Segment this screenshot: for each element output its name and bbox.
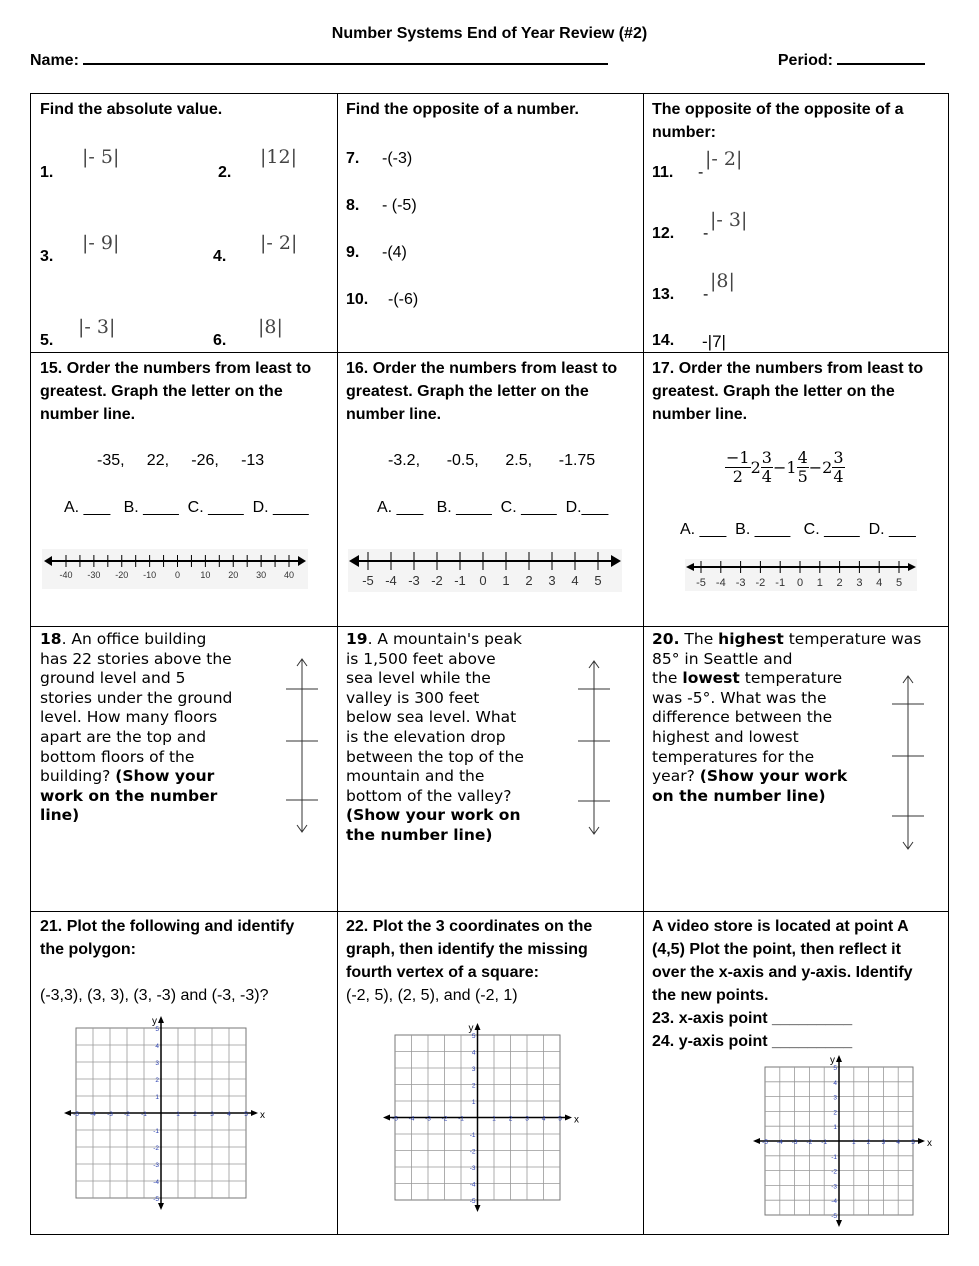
denominator: 4 bbox=[761, 467, 772, 486]
q21-section bbox=[40, 915, 332, 1230]
q20-line: difference between the bbox=[652, 708, 833, 727]
q20-vertical-number-line[interactable] bbox=[888, 673, 928, 853]
q4-number: 4. bbox=[213, 248, 227, 265]
q19-line: mountain and the bbox=[346, 767, 485, 786]
q19-line: sea level while the bbox=[346, 669, 491, 688]
number-line-tick-label: 4 bbox=[571, 573, 579, 588]
x-tick-label: 4 bbox=[541, 1115, 546, 1123]
number-line-tick-label: 0 bbox=[479, 573, 487, 588]
q16-heading-2: greatest. Graph the letter on the bbox=[346, 383, 589, 400]
right-arrow-icon bbox=[918, 1138, 925, 1144]
q17-section bbox=[652, 357, 944, 622]
x-tick-label: -3 bbox=[425, 1115, 431, 1123]
x-tick-label: 1 bbox=[851, 1139, 856, 1146]
q9-number: 9. bbox=[346, 244, 360, 261]
q18-text bbox=[40, 630, 280, 826]
numerator: 3 bbox=[833, 448, 844, 467]
up-arrow-icon bbox=[158, 1016, 164, 1023]
video-heading-3: over the x-axis and y-axis. Identify bbox=[652, 964, 913, 981]
name-label: Name: bbox=[30, 52, 79, 69]
grid-divider bbox=[337, 94, 338, 1234]
y-tick-label: -3 bbox=[153, 1162, 159, 1169]
x-tick-label: -1 bbox=[821, 1139, 828, 1146]
video-heading-1: A video store is located at point A bbox=[652, 918, 909, 935]
q23-x-axis-point[interactable]: 23. x-axis point _________ bbox=[652, 1010, 853, 1027]
q20-emphasis: highest bbox=[718, 630, 784, 648]
x-tick-label: 2 bbox=[866, 1139, 871, 1146]
number-line-tick-label: -40 bbox=[59, 570, 73, 580]
coordinate-plane[interactable] bbox=[750, 1052, 938, 1230]
y-tick-label: 3 bbox=[471, 1066, 476, 1073]
q11-minus: - bbox=[698, 164, 704, 181]
q15-number-line[interactable] bbox=[40, 547, 310, 592]
q20-line-text: temperature bbox=[739, 669, 843, 688]
x-tick-label: 3 bbox=[525, 1115, 529, 1123]
x-tick-label: 4 bbox=[896, 1139, 901, 1146]
q19-line-text: . A mountain's peak bbox=[367, 630, 523, 648]
number-line-tick-label: -10 bbox=[143, 570, 157, 580]
down-arrow-icon bbox=[475, 1205, 481, 1212]
x-tick-label: 2 bbox=[193, 1111, 197, 1118]
q18-line: bottom floors of the bbox=[40, 747, 195, 766]
up-arrow-icon bbox=[475, 1023, 481, 1030]
q20-line bbox=[652, 630, 944, 650]
abs-heading: Find the absolute value. bbox=[40, 101, 223, 118]
number-line-tick-label: 3 bbox=[856, 577, 863, 589]
q20-instruction: on the number line) bbox=[652, 786, 826, 805]
x-tick-label: -5 bbox=[762, 1139, 768, 1146]
q17-fractions bbox=[725, 449, 845, 486]
video-heading-4: the new points. bbox=[652, 987, 769, 1004]
q15-section bbox=[40, 357, 332, 622]
number-line-tick-label: 5 bbox=[895, 577, 903, 589]
q7-expression: -(-3) bbox=[382, 150, 413, 167]
q14-number: 14. bbox=[652, 332, 675, 349]
down-arrow-icon bbox=[836, 1220, 842, 1227]
number-line-tick-label: -20 bbox=[115, 570, 129, 580]
q17-fraction-1 bbox=[725, 449, 751, 486]
q15-answer-blanks[interactable]: A. ___ B. ____ C. ____ D. ____ bbox=[64, 499, 309, 516]
q1-expression: |- 5| bbox=[82, 146, 120, 168]
q16-answer-blanks[interactable]: A. ___ B. ____ C. ____ D.___ bbox=[377, 499, 609, 516]
q22-points: (-2, 5), (2, 5), and (-2, 1) bbox=[346, 987, 518, 1004]
q19-instruction: (Show your work on bbox=[346, 806, 521, 825]
q3-expression: |- 9| bbox=[82, 232, 120, 254]
y-tick-label: -4 bbox=[831, 1198, 837, 1206]
q21-heading-1: 21. Plot the following and identify bbox=[40, 918, 295, 935]
y-tick-label: 1 bbox=[155, 1094, 159, 1101]
number-line-tick-label: 30 bbox=[256, 570, 267, 580]
number-line-tick-label: 4 bbox=[876, 577, 883, 589]
q17-whole-4: −2 bbox=[808, 458, 833, 477]
y-tick-label: -2 bbox=[153, 1145, 159, 1152]
q18-instruction: (Show your bbox=[115, 767, 215, 786]
q18-line: has 22 stories above the bbox=[40, 649, 232, 668]
y-tick-label: 1 bbox=[471, 1099, 476, 1106]
number-line-tick-label: 1 bbox=[502, 573, 510, 588]
number-line-tick-label: 5 bbox=[594, 573, 602, 588]
opposite-of-opposite-section bbox=[652, 98, 942, 351]
number-line-tick-label: -3 bbox=[735, 577, 746, 589]
y-tick-label: -5 bbox=[469, 1198, 476, 1205]
up-arrow-icon bbox=[836, 1055, 842, 1062]
number-line-tick-label: -2 bbox=[431, 573, 443, 588]
number-line-tick-label: -4 bbox=[715, 577, 726, 589]
number-line-tick-label: -5 bbox=[362, 573, 374, 588]
q18-line-text: . An office building bbox=[61, 630, 207, 648]
q9-expression: -(4) bbox=[382, 244, 407, 261]
number-line-tick-label: -1 bbox=[454, 573, 466, 588]
x-tick-label: -2 bbox=[441, 1115, 448, 1123]
q20-line: highest and lowest bbox=[652, 727, 799, 746]
x-tick-label: 3 bbox=[210, 1111, 214, 1118]
q6-expression: |8| bbox=[258, 316, 283, 338]
q20-section bbox=[652, 630, 944, 906]
number-line-tick-label: -3 bbox=[408, 573, 420, 588]
q11-number: 11. bbox=[652, 164, 674, 181]
q18-instruction: line) bbox=[40, 806, 80, 825]
period-field[interactable] bbox=[778, 49, 925, 70]
q3-number: 3. bbox=[40, 248, 54, 265]
y-tick-label: 1 bbox=[833, 1124, 837, 1132]
q20-line: was -5°. What was the bbox=[652, 688, 827, 707]
q19-line: between the top of the bbox=[346, 747, 524, 766]
q13-expression: |8| bbox=[710, 270, 735, 292]
x-tick-label: 1 bbox=[176, 1111, 180, 1118]
y-tick-label: 2 bbox=[471, 1082, 476, 1090]
numerator: 3 bbox=[761, 448, 772, 467]
q18-number: 18 bbox=[40, 630, 62, 648]
coordinate-plane[interactable] bbox=[61, 1013, 271, 1213]
x-tick-label: -3 bbox=[791, 1139, 798, 1146]
name-field[interactable] bbox=[30, 49, 608, 70]
x-tick-label: -4 bbox=[776, 1139, 783, 1146]
number-line-tick-label: -2 bbox=[755, 577, 766, 589]
grid-divider bbox=[31, 911, 948, 912]
q12-number: 12. bbox=[652, 225, 675, 242]
right-arrow-icon bbox=[565, 1115, 572, 1121]
q16-number-line[interactable] bbox=[346, 547, 624, 595]
y-tick-label: -5 bbox=[153, 1196, 159, 1203]
q13-minus: - bbox=[703, 286, 709, 303]
q2-number: 2. bbox=[218, 164, 232, 181]
q17-heading-2: greatest. Graph the letter on the bbox=[652, 383, 895, 400]
x-tick-label: 2 bbox=[508, 1115, 513, 1123]
q18-line: level. How many floors bbox=[40, 708, 218, 727]
y-axis-label: y bbox=[468, 1023, 474, 1034]
q13-number: 13. bbox=[652, 286, 675, 303]
y-tick-label: -4 bbox=[469, 1181, 476, 1189]
q20-instruction: (Show your work bbox=[699, 767, 848, 786]
q4-expression: |- 2| bbox=[260, 232, 298, 254]
q5-expression: |- 3| bbox=[78, 316, 116, 338]
q11-expression: |- 2| bbox=[705, 148, 743, 170]
x-axis-label: x bbox=[574, 1114, 579, 1126]
oppopp-heading-1: The opposite of the opposite of a bbox=[652, 101, 904, 118]
q12-expression: |- 3| bbox=[710, 209, 748, 231]
down-arrow-icon bbox=[158, 1203, 164, 1210]
q16-heading-3: number line. bbox=[346, 406, 442, 423]
x-tick-label: -1 bbox=[458, 1115, 464, 1123]
number-line-tick-label: 40 bbox=[283, 570, 295, 580]
numerator: −1 bbox=[726, 448, 750, 467]
q17-whole-2: 2 bbox=[750, 458, 761, 477]
q19-line: valley is 300 feet bbox=[346, 688, 480, 707]
x-tick-label: 1 bbox=[492, 1115, 496, 1123]
y-tick-label: 4 bbox=[471, 1049, 476, 1057]
q18-line-text: building? bbox=[40, 767, 116, 786]
q17-fraction-2 bbox=[761, 449, 773, 486]
q17-number-line[interactable] bbox=[683, 557, 919, 593]
q22-section bbox=[346, 915, 638, 1230]
opposite-section bbox=[346, 98, 636, 348]
number-line-tick-label: 10 bbox=[200, 570, 211, 580]
number-line-tick-label: -30 bbox=[87, 570, 101, 580]
q15-numbers: -35, 22, -26, -13 bbox=[97, 452, 265, 469]
number-line-tick-label: -1 bbox=[775, 577, 786, 589]
grid-divider bbox=[643, 94, 644, 1234]
q22-heading-3: fourth vertex of a square: bbox=[346, 964, 539, 981]
q17-heading-3: number line. bbox=[652, 406, 748, 423]
left-arrow-icon bbox=[64, 1110, 71, 1116]
q18-line bbox=[40, 630, 280, 650]
y-axis-label: y bbox=[152, 1016, 157, 1027]
y-tick-label: -3 bbox=[469, 1165, 476, 1172]
q18-line: stories under the ground bbox=[40, 688, 233, 707]
left-arrow-icon bbox=[753, 1138, 760, 1144]
y-tick-label: 3 bbox=[833, 1094, 837, 1102]
q20-line-text: temperature was bbox=[783, 630, 922, 648]
y-tick-label: 4 bbox=[155, 1043, 159, 1050]
number-line-tick-label: 20 bbox=[228, 570, 239, 580]
video-store-section bbox=[652, 915, 944, 1230]
x-tick-label: 5 bbox=[558, 1115, 562, 1123]
denominator: 5 bbox=[797, 467, 808, 486]
y-tick-label: 2 bbox=[155, 1077, 159, 1084]
q15-heading-2: greatest. Graph the letter on the bbox=[40, 383, 283, 400]
q15-heading-1: 15. Order the numbers from least to bbox=[40, 360, 312, 377]
q1-number: 1. bbox=[40, 164, 54, 181]
q10-number: 10. bbox=[346, 291, 369, 308]
number-line-tick-label: -4 bbox=[385, 573, 397, 588]
number-line-tick-label: -5 bbox=[696, 577, 706, 589]
q20-line: 85° in Seattle and bbox=[652, 649, 793, 668]
coordinate-plane[interactable] bbox=[380, 1020, 585, 1215]
q2-expression: |12| bbox=[260, 146, 297, 168]
x-axis-label: x bbox=[927, 1138, 932, 1149]
q18-vertical-number-line[interactable] bbox=[282, 656, 322, 836]
y-tick-label: 3 bbox=[155, 1060, 159, 1067]
worksheet-grid bbox=[30, 93, 949, 1235]
q10-expression: -(-6) bbox=[388, 291, 419, 308]
x-tick-label: -5 bbox=[73, 1111, 79, 1118]
y-axis-label: y bbox=[830, 1055, 835, 1066]
q6-number: 6. bbox=[213, 332, 227, 349]
y-tick-label: 4 bbox=[833, 1079, 837, 1087]
q16-numbers: -3.2, -0.5, 2.5, -1.75 bbox=[388, 452, 596, 469]
period-label: Period: bbox=[777, 52, 833, 69]
q17-whole-3: −1 bbox=[772, 458, 797, 477]
x-tick-label: -2 bbox=[124, 1111, 130, 1118]
y-tick-label: -2 bbox=[831, 1168, 837, 1176]
x-tick-label: 4 bbox=[227, 1111, 231, 1118]
q18-line bbox=[40, 767, 280, 787]
q17-heading-1: 17. Order the numbers from least to bbox=[652, 360, 924, 377]
x-axis-label: x bbox=[260, 1110, 265, 1121]
q19-line: bottom of the valley? bbox=[346, 786, 512, 805]
q20-number: 20. bbox=[652, 630, 680, 648]
x-tick-label: -1 bbox=[141, 1111, 147, 1118]
q19-line bbox=[346, 630, 586, 650]
number-line-tick-label: 1 bbox=[816, 577, 823, 589]
q21-heading-2: the polygon: bbox=[40, 941, 136, 958]
q16-section bbox=[346, 357, 638, 622]
number-line-tick-label: 0 bbox=[796, 577, 804, 589]
q20-line-text: the bbox=[652, 669, 683, 688]
number-line-tick-label: 2 bbox=[836, 577, 843, 589]
q19-line: is 1,500 feet above bbox=[346, 649, 496, 668]
q8-expression: - (-5) bbox=[382, 197, 417, 214]
name-period-row bbox=[30, 49, 925, 71]
q22-heading-2: graph, then identify the missing bbox=[346, 941, 588, 958]
q17-fraction-4 bbox=[832, 449, 844, 486]
y-tick-label: 5 bbox=[833, 1065, 837, 1072]
numerator: 4 bbox=[797, 448, 808, 467]
q19-vertical-number-line[interactable] bbox=[574, 658, 614, 838]
right-arrow-icon bbox=[251, 1110, 258, 1116]
q19-section bbox=[346, 630, 638, 906]
y-tick-label: 2 bbox=[833, 1109, 837, 1117]
number-line-bg bbox=[42, 549, 308, 589]
q19-text bbox=[346, 630, 586, 846]
q7-number: 7. bbox=[346, 150, 360, 167]
y-tick-label: -2 bbox=[469, 1148, 476, 1156]
x-tick-label: 5 bbox=[911, 1139, 915, 1146]
y-tick-label: -1 bbox=[153, 1128, 159, 1135]
x-tick-label: 3 bbox=[881, 1139, 886, 1146]
q18-line: ground level and 5 bbox=[40, 669, 186, 688]
y-tick-label: -1 bbox=[469, 1132, 476, 1139]
q19-line: below sea level. What bbox=[346, 708, 517, 727]
q12-minus: - bbox=[703, 225, 709, 242]
x-tick-label: -4 bbox=[90, 1111, 96, 1118]
denominator: 4 bbox=[833, 467, 844, 486]
grid-divider bbox=[31, 352, 948, 353]
period-blank[interactable] bbox=[837, 49, 925, 65]
y-tick-label: 5 bbox=[471, 1033, 476, 1040]
opposite-heading: Find the opposite of a number. bbox=[346, 101, 579, 118]
page-title: Number Systems End of Year Review (#2) bbox=[331, 25, 648, 42]
q17-fraction-3 bbox=[797, 449, 809, 486]
q17-answer-blanks[interactable]: A. ___ B. ____ C. ____ D. ___ bbox=[680, 521, 916, 538]
y-tick-label: -5 bbox=[831, 1213, 837, 1220]
abs-value-section bbox=[40, 98, 330, 348]
number-line-tick-label: 3 bbox=[548, 573, 556, 588]
denominator: 2 bbox=[732, 467, 743, 486]
q19-number: 19 bbox=[346, 630, 368, 648]
q24-y-axis-point[interactable]: 24. y-axis point _________ bbox=[652, 1033, 853, 1050]
q20-emphasis: lowest bbox=[682, 669, 740, 688]
number-line-tick-label: 2 bbox=[525, 573, 533, 588]
grid-divider bbox=[31, 626, 948, 627]
q16-heading-1: 16. Order the numbers from least to bbox=[346, 360, 618, 377]
q21-points: (-3,3), (3, 3), (3, -3) and (-3, -3)? bbox=[40, 987, 269, 1004]
q18-instruction: work on the number bbox=[40, 786, 218, 805]
q19-instruction: the number line) bbox=[346, 825, 493, 844]
left-arrow-icon bbox=[383, 1115, 390, 1121]
oppopp-heading-2: number: bbox=[652, 124, 716, 141]
number-line-tick-label: 0 bbox=[174, 570, 181, 580]
y-tick-label: -3 bbox=[831, 1183, 837, 1191]
q8-number: 8. bbox=[346, 197, 360, 214]
q15-heading-3: number line. bbox=[40, 406, 136, 423]
q5-number: 5. bbox=[40, 332, 54, 349]
name-blank[interactable] bbox=[83, 49, 608, 65]
x-tick-label: 5 bbox=[244, 1111, 248, 1118]
q20-line-text: year? bbox=[652, 767, 700, 786]
y-tick-label: -1 bbox=[831, 1153, 837, 1161]
x-tick-label: -5 bbox=[392, 1115, 398, 1123]
y-tick-label: -4 bbox=[153, 1179, 159, 1186]
q14-expression: -|7| bbox=[702, 332, 726, 351]
q19-line: is the elevation drop bbox=[346, 727, 506, 746]
y-tick-label: 5 bbox=[155, 1026, 159, 1033]
q18-line: apart are the top and bbox=[40, 727, 207, 746]
q18-section bbox=[40, 630, 332, 906]
q20-line-text: The bbox=[679, 630, 719, 648]
q20-line: temperatures for the bbox=[652, 747, 815, 766]
x-tick-label: -4 bbox=[408, 1115, 415, 1123]
x-tick-label: -3 bbox=[107, 1111, 113, 1118]
video-heading-2: (4,5) Plot the point, then reflect it bbox=[652, 941, 901, 958]
q22-heading-1: 22. Plot the 3 coordinates on the bbox=[346, 918, 593, 935]
x-tick-label: -2 bbox=[806, 1139, 813, 1146]
